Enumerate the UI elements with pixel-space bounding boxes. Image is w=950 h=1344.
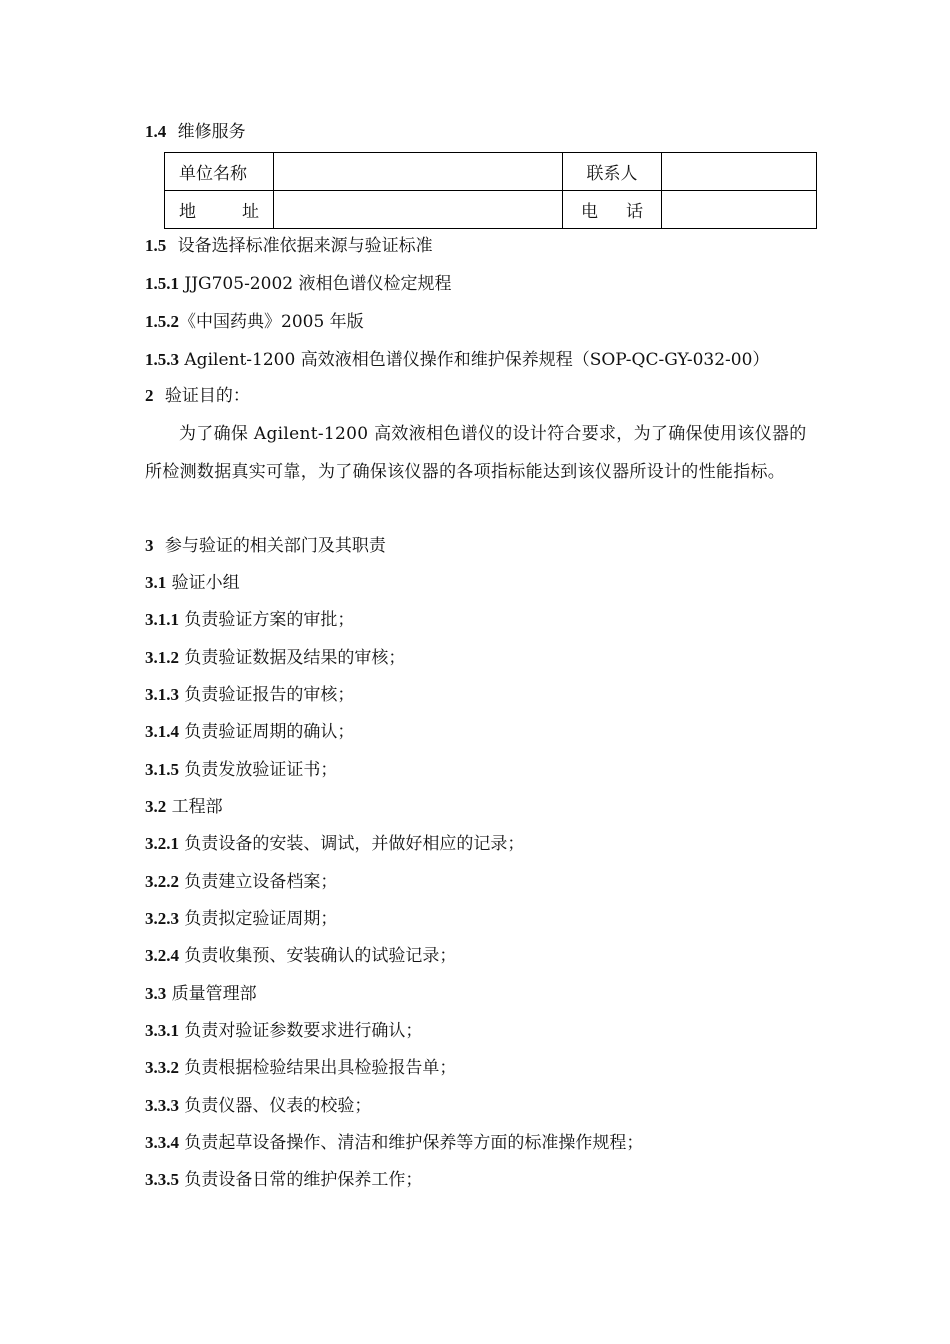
item-text: 负责根据检验结果出具检验报告单； [184,1058,457,1078]
section-title: 验证目的： [164,386,250,406]
unit-name-value [274,153,563,191]
list-item [145,1020,422,1042]
list-item [145,647,405,669]
item-number: 3.1.2 [145,648,179,667]
address-label-char-1: 地 [179,202,196,222]
list-item [145,759,337,781]
section-title: 参与验证的相关部门及其职责 [164,536,386,556]
item-number: 1.5.2 [145,312,179,331]
list-item [145,684,354,706]
item-number: 3.3.5 [145,1170,179,1189]
phone-label [563,191,662,229]
list-item [145,1095,371,1117]
item-text: 负责拟定验证周期； [184,909,338,929]
list-item [145,796,223,818]
list-item [145,983,257,1005]
item-text: 负责收集预、安装确认的试验记录； [184,946,457,966]
item-text: 负责建立设备档案； [184,872,338,892]
list-item [145,908,337,930]
item-text: 负责仪器、仪表的校验； [184,1096,372,1116]
section-number: 2 [145,386,154,405]
address-value [274,191,563,229]
item-number: 3.1.3 [145,685,179,704]
item-text: Agilent-1200 高效液相色谱仪操作和维护保养规程（SOP-QC-GY-032-00） [184,350,770,370]
address-label [165,191,274,229]
section-heading-1-4 [145,121,246,143]
section-heading [145,235,433,257]
item-text: 质量管理部 [171,984,257,1004]
table-row [165,191,817,229]
phone-label-char-2: 话 [626,202,643,222]
list-item [145,721,354,743]
list-item [145,349,769,371]
item-number: 3.3 [145,984,167,1003]
table-row [165,153,817,191]
list-item [145,945,456,967]
purpose-paragraph: 为了确保 Agilent-1200 高效液相色谱仪的设计符合要求，为了确保使用该仪器的所检测数据真实可靠，为了确保该仪器的各项指标能达到该仪器所设计的性能指标。 [145,424,807,482]
address-label-char-2: 址 [242,202,259,222]
section-number: 1.4 [145,122,167,141]
section-title: 设备选择标准依据来源与验证标准 [177,236,433,256]
item-number: 3.2.1 [145,834,179,853]
item-text: 验证小组 [171,573,240,593]
item-text: 《中国药典》2005 年版 [179,312,364,332]
contact-label: 联系人 [563,153,662,191]
unit-name-label: 单位名称 [165,153,274,191]
section-heading [145,535,386,557]
phone-value [662,191,817,229]
item-text: 负责起草设备操作、清洁和维护保养等方面的标准操作规程； [184,1133,644,1153]
item-text: 工程部 [171,797,223,817]
section-heading [145,385,250,407]
contact-value [662,153,817,191]
list-item [145,1057,456,1079]
item-text: 负责验证周期的确认； [184,722,355,742]
maintenance-service-table [164,152,817,229]
item-text: 负责对验证参数要求进行确认； [184,1021,423,1041]
item-text: 负责发放验证证书； [184,760,338,780]
item-number: 3.1.5 [145,760,179,779]
item-number: 3.2.3 [145,909,179,928]
item-number: 3.3.4 [145,1133,179,1152]
list-item [145,833,524,855]
item-text: 负责验证方案的审批； [184,610,355,630]
section-title: 维修服务 [177,122,246,142]
section-number: 1.5 [145,236,167,255]
item-number: 1.5.3 [145,350,179,369]
item-number: 3.1.1 [145,610,179,629]
item-text: JJG705-2002 液相色谱仪检定规程 [184,274,452,294]
list-item [145,572,240,594]
item-number: 3.3.3 [145,1096,179,1115]
list-item [145,1132,643,1154]
item-text: 负责验证数据及结果的审核； [184,648,406,668]
item-number: 3.2 [145,797,167,816]
list-item [145,273,451,295]
item-number: 1.5.1 [145,274,179,293]
phone-label-char-1: 电 [581,202,598,222]
section-number: 3 [145,536,154,555]
item-text: 负责设备日常的维护保养工作； [184,1170,423,1190]
item-text: 负责设备的安装、调试，并做好相应的记录； [184,834,525,854]
item-text: 负责验证报告的审核； [184,685,355,705]
item-number: 3.1.4 [145,722,179,741]
item-number: 3.3.1 [145,1021,179,1040]
list-item [145,609,354,631]
item-number: 3.2.4 [145,946,179,965]
list-item [145,1169,422,1191]
item-number: 3.2.2 [145,872,179,891]
list-item [145,311,364,333]
item-number: 3.1 [145,573,167,592]
item-number: 3.3.2 [145,1058,179,1077]
list-item [145,871,337,893]
